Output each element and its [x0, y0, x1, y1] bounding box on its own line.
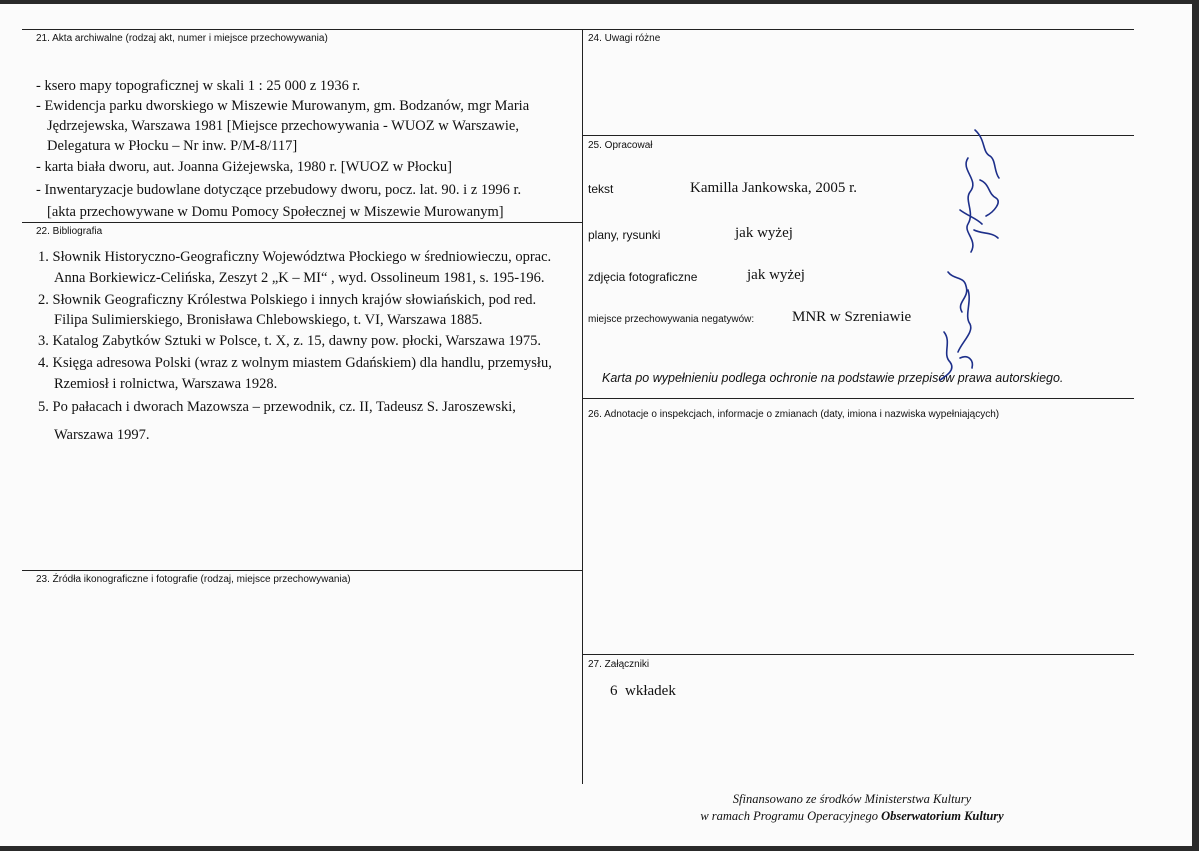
bib-line: 3. Katalog Zabytków Sztuki w Polsce, t. X, z. 15, dawny pow. płocki, Warszawa 1975. — [38, 333, 542, 349]
bib-line: Filipa Sulimierskiego, Bronisława Chlebowskiego, t. VI, Warszawa 1885. — [54, 312, 483, 328]
section-21-header: 21. Akta archiwalne (rodzaj akt, numer i miejsce przechowywania) — [36, 33, 328, 44]
scan-edge-bottom — [0, 846, 1199, 851]
footer-line-2-prefix: w ramach Programu Operacyjnego — [700, 809, 882, 823]
bib-line: 1. Słownik Historyczno-Geograficzny Województwa Płockiego w średniowieczu, oprac. — [38, 249, 552, 265]
bib-line: Warszawa 1997. — [54, 427, 150, 443]
rule-26-27 — [582, 654, 1134, 655]
bib-line: 2. Słownik Geograficzny Królestwa Polskiego i innych krajów słowiańskich, pod red. — [38, 292, 537, 308]
zdjecia-value: jak wyżej — [747, 267, 805, 283]
section-23-header: 23. Źródła ikonograficzne i fotografie (rodzaj, miejsce przechowywania) — [36, 574, 351, 585]
section-27-header: 27. Załączniki — [588, 659, 650, 670]
section-26-header: 26. Adnotacje o inspekcjach, informacje o zmianach (daty, imiona i nazwiska wypełniających) — [588, 409, 1000, 420]
negatywy-value: MNR w Szreniawie — [792, 309, 912, 325]
copyright-note: Karta po wypełnieniu podlega ochronie na podstawie przepisów prawa autorskiego. — [602, 371, 1064, 385]
tekst-value: Kamilla Jankowska, 2005 r. — [690, 180, 858, 196]
sec21-line: - ksero mapy topograficznej w skali 1 : 25 000 z 1936 r. — [36, 78, 361, 94]
rule-top — [22, 29, 1134, 30]
sec21-line: - karta biała dworu, aut. Joanna Giżejewska, 1980 r. [WUOZ w Płocku] — [36, 159, 452, 175]
rule-21-22 — [22, 222, 582, 223]
rule-24-25 — [582, 135, 1134, 136]
sec21-line: [akta przechowywane w Domu Pomocy Społecznej w Miszewie Murowanym] — [47, 204, 504, 220]
signature-image — [920, 120, 1010, 385]
scan-edge-top — [0, 0, 1199, 4]
zdjecia-label: zdjęcia fotograficzne — [588, 270, 698, 284]
section-22-header: 22. Bibliografia — [36, 226, 103, 237]
footer-program-name: Obserwatorium Kultury — [881, 809, 1004, 823]
footer-line-2 — [632, 809, 1072, 824]
rule-25-26 — [582, 398, 1134, 399]
attachments-value: 6 wkładek — [610, 683, 676, 699]
section-24-header: 24. Uwagi różne — [588, 33, 661, 44]
sec21-line: Delegatura w Płocku – Nr inw. P/M-8/117] — [47, 138, 298, 154]
bib-line: 5. Po pałacach i dworach Mazowsza – przewodnik, cz. II, Tadeusz S. Jaroszewski, — [38, 399, 516, 415]
sec21-line: Jędrzejewska, Warszawa 1981 [Miejsce przechowywania - WUOZ w Warszawie, — [47, 118, 519, 134]
rule-22-23 — [22, 570, 582, 571]
bib-line: Rzemiosł i rolnictwa, Warszawa 1928. — [54, 376, 278, 392]
section-25-header: 25. Opracował — [588, 140, 653, 151]
sec21-line: - Inwentaryzacje budowlane dotyczące przebudowy dworu, pocz. lat. 90. i z 1996 r. — [36, 182, 522, 198]
sec21-line: - Ewidencja parku dworskiego w Miszewie Murowanym, gm. Bodzanów, mgr Maria — [36, 98, 530, 114]
footer-line-1: Sfinansowano ze środków Ministerstwa Kultury — [732, 792, 972, 806]
scan-edge-right — [1192, 0, 1199, 851]
tekst-label: tekst — [588, 182, 614, 196]
negatywy-label: miejsce przechowywania negatywów: — [588, 314, 755, 325]
rule-middle — [582, 29, 583, 784]
plany-value: jak wyżej — [735, 225, 793, 241]
plany-label: plany, rysunki — [588, 228, 661, 242]
bib-line: Anna Borkiewicz-Celińska, Zeszyt 2 „K – MI“ , wyd. Ossolineum 1981, s. 195-196. — [54, 270, 545, 286]
bib-line: 4. Księga adresowa Polski (wraz z wolnym miastem Gdańskiem) dla handlu, przemysłu, — [38, 355, 552, 371]
